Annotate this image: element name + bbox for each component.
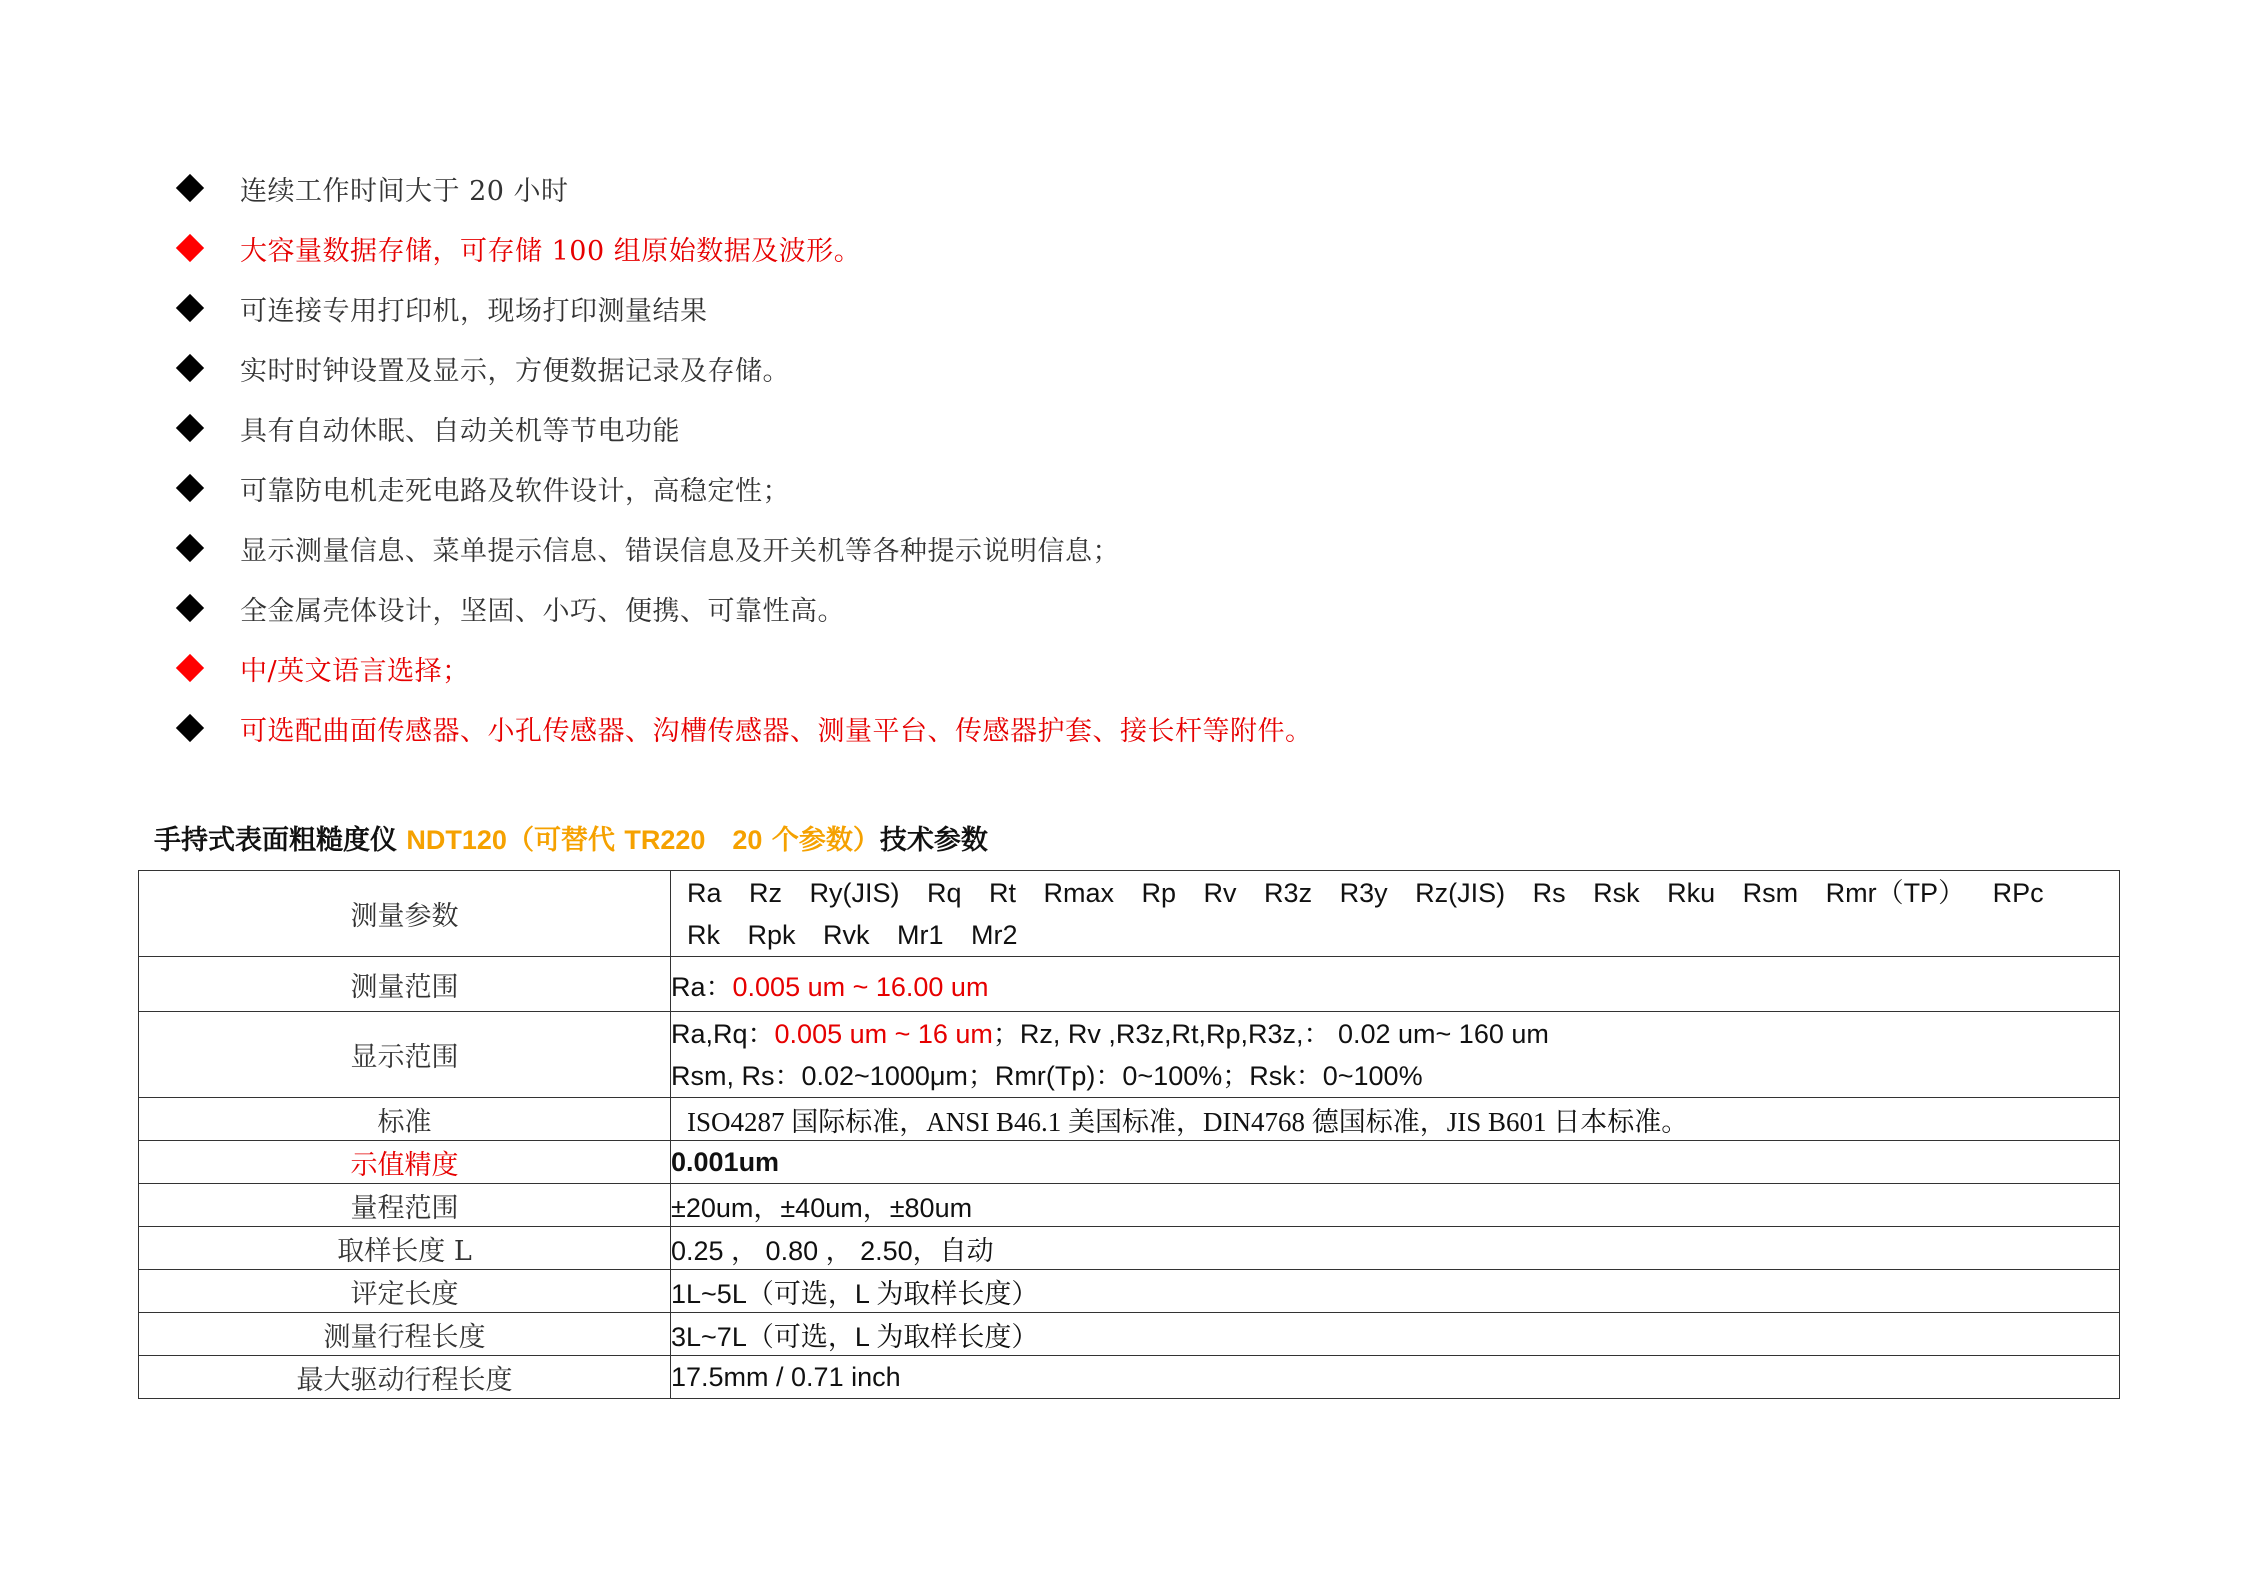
max-drive-label: 最大驱动行程长度 — [139, 1356, 671, 1399]
sampling-value: 0.25 ， 0.80 ， 2.50，自动 — [671, 1227, 2120, 1270]
table-row — [139, 1098, 2120, 1141]
title-paren-open: （可替代 — [506, 825, 625, 856]
feature-item — [176, 218, 2076, 278]
diamond-bullet-icon — [176, 714, 204, 742]
range-label: 测量范围 — [139, 957, 671, 1012]
feature-text: 可选配曲面传感器、小孔传感器、沟槽传感器、测量平台、传感器护套、接长杆等附件。 — [240, 715, 1313, 747]
travel-label: 测量行程长度 — [139, 1313, 671, 1356]
diamond-bullet-icon — [176, 594, 204, 622]
span-value: ±20um，±40um，±80um — [671, 1184, 2120, 1227]
feature-item — [176, 338, 2076, 398]
span-label: 量程范围 — [139, 1184, 671, 1227]
spec-table — [138, 870, 2120, 1399]
feature-list — [176, 158, 2076, 758]
diamond-bullet-icon — [176, 534, 204, 562]
title-param-count: 20 — [732, 825, 763, 855]
diamond-bullet-icon — [176, 174, 204, 202]
diamond-bullet-icon — [176, 414, 204, 442]
diamond-bullet-icon — [176, 294, 204, 322]
display-value — [671, 1012, 2120, 1098]
params-label: 测量参数 — [139, 871, 671, 957]
display-line-1 — [671, 1013, 2119, 1055]
display-l1-rest: ；Rz, Rv ,R3z,Rt,Rp,R3z,： 0.02 um~ 160 um — [992, 1018, 1549, 1049]
diamond-bullet-icon — [176, 474, 204, 502]
feature-text: 中/英文语言选择； — [240, 655, 470, 687]
eval-label: 评定长度 — [139, 1270, 671, 1313]
display-l1-prefix: Ra,Rq： — [671, 1018, 775, 1049]
feature-text: 全金属壳体设计，坚固、小巧、便携、可靠性高。 — [240, 595, 845, 627]
standard-value: ISO4287 国际标准，ANSI B46.1 美国标准，DIN4768 德国标准，JIS B601 日本标准。 — [671, 1098, 2120, 1141]
range-number: 0.005 um ~ 16.00 um — [732, 971, 989, 1002]
table-row — [139, 871, 2120, 957]
display-label: 显示范围 — [139, 1012, 671, 1098]
feature-item — [176, 398, 2076, 458]
feature-text: 可连接专用打印机，现场打印测量结果 — [240, 295, 708, 327]
feature-item — [176, 158, 2076, 218]
range-prefix: Ra： — [671, 971, 733, 1002]
sampling-label: 取样长度 L — [139, 1227, 671, 1270]
travel-value: 3L~7L（可选，L 为取样长度） — [671, 1313, 2120, 1356]
diamond-bullet-icon — [176, 354, 204, 382]
diamond-bullet-icon — [176, 234, 204, 262]
table-row — [139, 1270, 2120, 1313]
table-row — [139, 957, 2120, 1012]
feature-text: 大容量数据存储，可存储 100 组原始数据及波形。 — [240, 235, 862, 267]
feature-text: 可靠防电机走死电路及软件设计，高稳定性； — [240, 475, 790, 507]
display-l1-red: 0.005 um ~ 16 um — [774, 1018, 993, 1049]
table-row — [139, 1012, 2120, 1098]
params-value — [671, 871, 2120, 957]
table-title — [154, 818, 988, 857]
table-row — [139, 1141, 2120, 1184]
standard-label: 标准 — [139, 1098, 671, 1141]
table-row — [139, 1184, 2120, 1227]
feature-item — [176, 278, 2076, 338]
feature-text: 连续工作时间大于 20 小时 — [240, 175, 569, 207]
range-value — [671, 957, 2120, 1012]
eval-value: 1L~5L（可选，L 为取样长度） — [671, 1270, 2120, 1313]
feature-item — [176, 458, 2076, 518]
title-param-unit: 个参数） — [762, 825, 880, 856]
title-model: NDT120 — [406, 825, 507, 855]
accuracy-label: 示值精度 — [139, 1141, 671, 1184]
title-suffix: 技术参数 — [879, 825, 988, 856]
title-gap — [705, 825, 732, 856]
accuracy-value: 0.001um — [671, 1141, 2120, 1184]
table-row — [139, 1227, 2120, 1270]
feature-item — [176, 638, 2076, 698]
max-drive-value: 17.5mm / 0.71 inch — [671, 1356, 2120, 1399]
feature-text: 显示测量信息、菜单提示信息、错误信息及开关机等各种提示说明信息； — [240, 535, 1120, 567]
table-row — [139, 1313, 2120, 1356]
table-row — [139, 1356, 2120, 1399]
feature-text: 具有自动休眠、自动关机等节电功能 — [240, 415, 680, 447]
params-line-1: Ra Rz Ry(JIS) Rq Rt Rmax Rp Rv R3z R3y Rz(JIS) Rs Rsk Rku Rsm Rmr（TP） RPc — [687, 877, 2044, 908]
title-prefix: 手持式表面粗糙度仪 — [154, 825, 407, 856]
diamond-bullet-icon — [176, 654, 204, 682]
feature-item — [176, 578, 2076, 638]
params-line-2: Rk Rpk Rvk Mr1 Mr2 — [687, 919, 1018, 950]
title-alt-model: TR220 — [624, 825, 706, 855]
feature-item — [176, 518, 2076, 578]
feature-text: 实时时钟设置及显示，方便数据记录及存储。 — [240, 355, 790, 387]
feature-item — [176, 698, 2076, 758]
display-line-2: Rsm, Rs：0.02~1000μm；Rmr(Tp)：0~100%；Rsk：0~100% — [671, 1060, 1423, 1091]
